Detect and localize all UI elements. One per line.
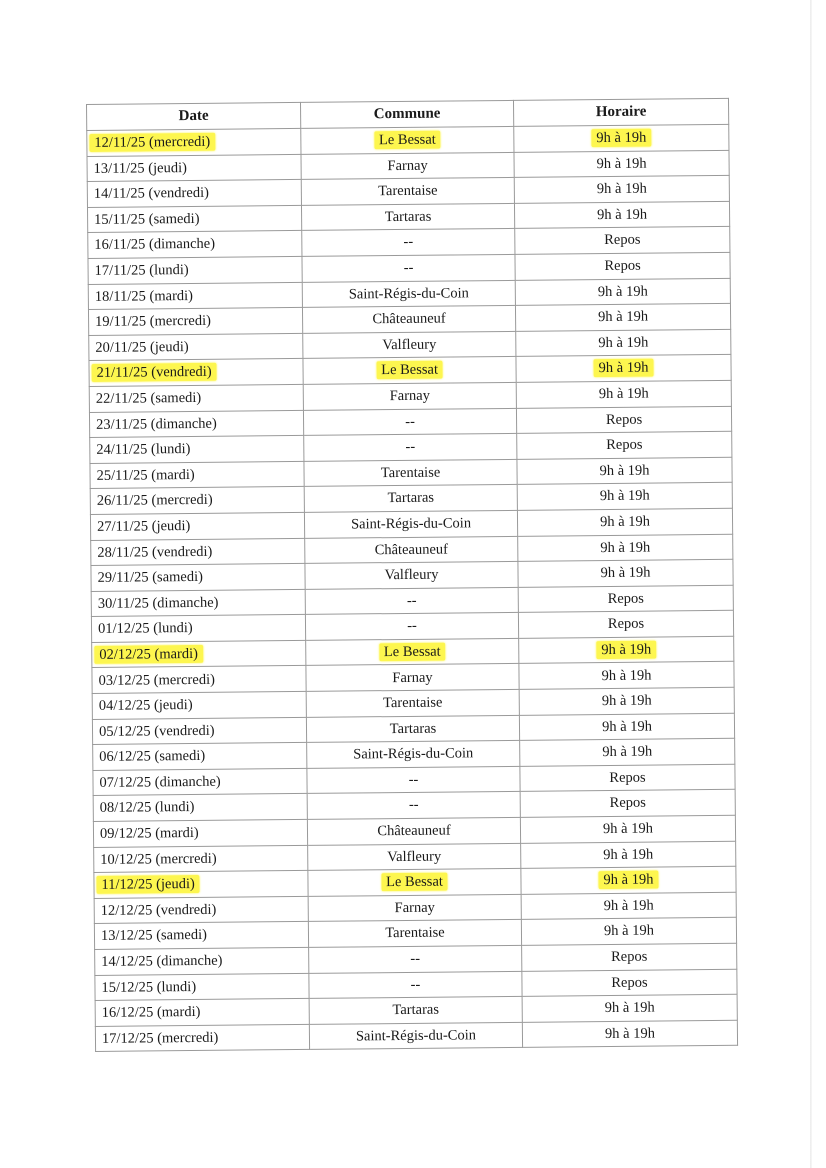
cell-date-text: 22/11/25 (samedi) [95,389,202,407]
cell-commune-text: Farnay [387,157,428,174]
cell-horaire [514,176,729,204]
cell-commune [305,587,518,615]
cell-horaire [516,329,731,357]
cell-horaire [518,585,733,613]
cell-date-text: 12/12/25 (vendredi) [100,901,217,919]
cell-date-text: 02/12/25 (mardi) [94,645,203,664]
cell-commune [307,792,520,820]
cell-commune [304,434,517,462]
cell-horaire-text: 9h à 19h [604,1025,655,1042]
cell-date [89,410,303,438]
cell-commune-text: -- [403,259,414,276]
cell-date [91,564,305,592]
cell-commune-text: Tartaras [387,490,435,507]
cell-commune [303,408,516,436]
cell-horaire [517,457,732,485]
cell-date [93,794,307,822]
cell-date-text: 25/11/25 (mardi) [96,466,195,484]
cell-commune [309,971,522,999]
cell-commune [305,613,518,641]
cell-date-text: 29/11/25 (samedi) [97,569,203,587]
cell-date-text: 13/12/25 (samedi) [100,927,207,945]
cell-commune [307,741,520,769]
cell-horaire [515,252,730,280]
cell-date [88,308,302,336]
cell-commune [304,510,517,538]
cell-date-text: 21/11/25 (vendredi) [91,363,216,382]
cell-date [95,1024,309,1052]
cell-horaire-text: Repos [604,257,641,275]
cell-date [88,231,302,259]
cell-horaire-text: 9h à 19h [604,999,655,1017]
cell-horaire [515,227,730,255]
cell-date [88,282,302,310]
cell-commune [306,664,519,692]
cell-date [95,947,309,975]
cell-horaire-text: 9h à 19h [600,564,651,582]
cell-date-text: 15/12/25 (lundi) [101,978,197,996]
cell-commune-text: Tarentaise [380,464,441,481]
cell-date [94,896,308,924]
cell-horaire [520,739,735,767]
cell-commune-text: Châteauneuf [377,822,451,840]
cell-horaire-text: Repos [611,948,648,966]
cell-date-text: 30/11/25 (dimanche) [97,594,219,612]
cell-horaire [520,815,735,843]
cell-horaire [521,918,736,946]
cell-horaire [522,1020,737,1048]
cell-date-text: 12/11/25 (mercredi) [89,133,215,152]
cell-horaire-text: 9h à 19h [598,871,658,890]
cell-horaire-text: Repos [609,795,646,812]
cell-commune-text: -- [410,976,421,993]
cell-horaire-text: Repos [609,769,646,786]
cell-horaire-text: 9h à 19h [597,283,648,300]
cell-commune-text: -- [408,797,419,814]
table-row [95,1020,737,1052]
cell-date-text: 15/11/25 (samedi) [94,210,200,228]
cell-commune-text: Farnay [389,387,431,405]
cell-date-text: 16/11/25 (dimanche) [94,236,216,254]
cell-commune-text: -- [406,592,417,609]
cell-horaire [522,969,737,997]
cell-date [94,871,308,899]
cell-horaire [517,431,732,459]
cell-horaire-text: 9h à 19h [596,180,647,198]
cell-commune [302,280,515,308]
cell-horaire-text: 9h à 19h [603,923,655,940]
cell-horaire-text: 9h à 19h [596,155,647,172]
cell-date-text: 09/12/25 (mardi) [99,825,199,842]
cell-date-text: 28/11/25 (vendredi) [97,543,213,561]
cell-commune [301,203,514,231]
cell-commune-text: Farnay [392,669,433,686]
cell-horaire [521,892,736,920]
cell-commune-text: Tarentaise [383,694,443,712]
cell-horaire [521,867,736,895]
cell-horaire-text: 9h à 19h [597,206,648,223]
cell-commune-text: Tartaras [384,208,432,225]
cell-horaire-text: 9h à 19h [602,743,653,761]
cell-date-text: 13/11/25 (jeudi) [93,159,187,177]
cell-horaire-text: 9h à 19h [594,359,654,378]
cell-commune [307,817,520,845]
cell-horaire-text: 9h à 19h [601,718,653,735]
cell-date [89,333,303,361]
cell-horaire [519,662,734,690]
cell-date-text: 14/11/25 (vendredi) [93,185,209,203]
cell-commune [305,561,518,589]
cell-commune-text: Châteauneuf [372,310,446,328]
cell-commune-text: -- [405,413,415,430]
cell-date [87,180,301,208]
cell-horaire [515,303,730,331]
cell-commune [308,894,521,922]
cell-commune-text: Farnay [394,899,435,916]
cell-commune [304,459,517,487]
cell-commune-text: Saint-Régis-du-Coin [348,284,469,303]
cell-horaire [520,790,735,818]
cell-commune [309,945,522,973]
cell-date [90,512,304,540]
cell-date [87,154,301,182]
cell-horaire [514,124,729,152]
cell-commune [306,689,519,717]
cell-horaire [519,687,734,715]
cell-commune [307,766,520,794]
cell-date-text: 27/11/25 (jeudi) [96,517,191,535]
cell-date-text: 03/12/25 (mercredi) [98,671,215,689]
cell-date-text: 08/12/25 (lundi) [99,799,195,817]
schedule-table [86,98,738,1053]
cell-commune-text: Valfleury [384,566,439,584]
cell-horaire [519,713,734,741]
cell-commune-text: Le Bessat [381,873,448,892]
cell-date [93,743,307,771]
cell-date-text: 16/12/25 (mardi) [101,1004,201,1022]
cell-horaire-text: 9h à 19h [603,897,654,914]
cell-commune [306,715,519,743]
cell-commune [303,331,516,359]
cell-horaire-text: Repos [611,974,648,991]
cell-commune [306,638,519,666]
cell-date [92,717,306,745]
cell-date [91,538,305,566]
cell-date [87,205,301,233]
cell-horaire-text: 9h à 19h [601,692,652,710]
cell-horaire [522,994,737,1022]
cell-date-text: 20/11/25 (jeudi) [95,338,189,356]
cell-date-text: 18/11/25 (mardi) [94,287,194,305]
cell-horaire [519,636,734,664]
cell-commune-text: Châteauneuf [374,541,449,558]
cell-date [89,359,303,387]
cell-commune-text: Tarentaise [378,182,438,200]
cell-date [92,691,306,719]
cell-horaire [515,278,730,306]
cell-date [95,999,309,1027]
cell-commune-text: -- [405,439,416,456]
cell-commune [305,536,518,564]
cell-commune-text: -- [403,234,414,251]
cell-horaire-text: Repos [604,232,641,249]
cell-commune-text: Le Bessat [376,361,443,380]
cell-commune [301,152,514,180]
cell-date-text: 01/12/25 (lundi) [97,620,193,638]
cell-date [94,922,308,950]
cell-commune-text: Le Bessat [379,642,446,661]
cell-commune [302,254,515,282]
cell-date-text: 10/12/25 (mercredi) [100,850,217,868]
cell-commune-text: Tarentaise [385,925,445,942]
cell-date [90,436,304,464]
cell-date-text: 07/12/25 (dimanche) [99,773,221,791]
cell-horaire-text: 9h à 19h [598,385,649,403]
cell-commune [302,229,515,257]
cell-date-text: 06/12/25 (samedi) [99,748,206,766]
cell-date-text: 11/12/25 (jeudi) [96,875,199,894]
cell-date-text: 17/12/25 (mercredi) [101,1029,219,1047]
cell-horaire-text: 9h à 19h [599,513,651,531]
cell-date [93,768,307,796]
cell-date [95,973,309,1001]
header-date: Date [87,102,301,130]
cell-date [89,384,303,412]
cell-commune-text: -- [408,771,419,788]
header-horaire: Horaire [513,98,728,126]
cell-date [92,666,306,694]
cell-horaire-text: Repos [606,436,643,454]
cell-horaire-text: Repos [607,615,645,633]
header-commune: Commune [300,100,513,128]
cell-horaire-text: 9h à 19h [596,640,656,659]
cell-commune-text: Saint-Régis-du-Coin [353,745,474,763]
cell-horaire [514,201,729,229]
cell-commune-text: Valfleury [382,336,437,353]
page-edge-shadow [810,0,812,1168]
cell-date-text: 23/11/25 (dimanche) [96,415,217,433]
cell-commune-text: Tartaras [392,1001,440,1019]
cell-commune [308,843,521,871]
cell-date [87,128,301,156]
schedule-body [87,124,738,1051]
cell-commune-text: Saint-Régis-du-Coin [350,515,472,533]
cell-date [93,819,307,847]
cell-date [88,256,302,284]
cell-horaire-text: 9h à 19h [602,820,654,838]
cell-date [92,640,306,668]
cell-horaire [520,764,735,792]
cell-horaire [518,559,733,587]
cell-commune-text: Saint-Régis-du-Coin [355,1027,477,1045]
cell-date-text: 04/12/25 (jeudi) [98,697,193,715]
cell-commune-text: Le Bessat [374,131,441,150]
cell-horaire-text: 9h à 19h [600,539,651,556]
cell-horaire [514,150,729,178]
cell-date-text: 24/11/25 (lundi) [96,441,191,459]
cell-horaire [516,380,731,408]
cell-date [90,461,304,489]
cell-horaire-text: 9h à 19h [598,308,649,326]
cell-horaire-text: 9h à 19h [599,487,650,505]
cell-commune [309,1022,522,1050]
cell-horaire [517,508,732,536]
cell-horaire-text: 9h à 19h [591,129,651,148]
cell-date-text: 19/11/25 (mercredi) [95,313,211,331]
cell-commune-text: -- [410,950,421,967]
cell-commune-text: Valfleury [387,848,442,865]
cell-commune [308,920,521,948]
cell-horaire [518,611,733,639]
cell-date [91,615,305,643]
cell-commune [303,382,516,410]
cell-commune-text: -- [407,618,417,635]
cell-horaire [516,355,731,383]
cell-date [91,589,305,617]
cell-commune [301,178,514,206]
cell-horaire [522,943,737,971]
cell-date-text: 05/12/25 (vendredi) [98,722,215,740]
cell-horaire-text: 9h à 19h [598,334,649,351]
cell-commune [308,869,521,897]
cell-date-text: 26/11/25 (mercredi) [96,492,213,510]
cell-date [94,845,308,873]
cell-date [90,487,304,515]
cell-horaire-text: 9h à 19h [603,846,654,863]
cell-horaire [521,841,736,869]
cell-commune [309,997,522,1025]
cell-commune [304,485,517,513]
cell-horaire-text: Repos [607,590,644,607]
cell-date-text: 14/12/25 (dimanche) [101,952,223,970]
cell-date-text: 17/11/25 (lundi) [94,262,189,279]
cell-commune [301,126,514,154]
cell-horaire-text: Repos [605,411,643,428]
cell-horaire [517,483,732,511]
cell-commune-text: Tartaras [389,720,437,737]
cell-commune [302,306,515,334]
cell-commune [303,357,516,385]
cell-horaire [516,406,731,434]
cell-horaire-text: 9h à 19h [601,667,652,684]
cell-horaire-text: 9h à 19h [599,462,650,479]
cell-horaire [518,534,733,562]
